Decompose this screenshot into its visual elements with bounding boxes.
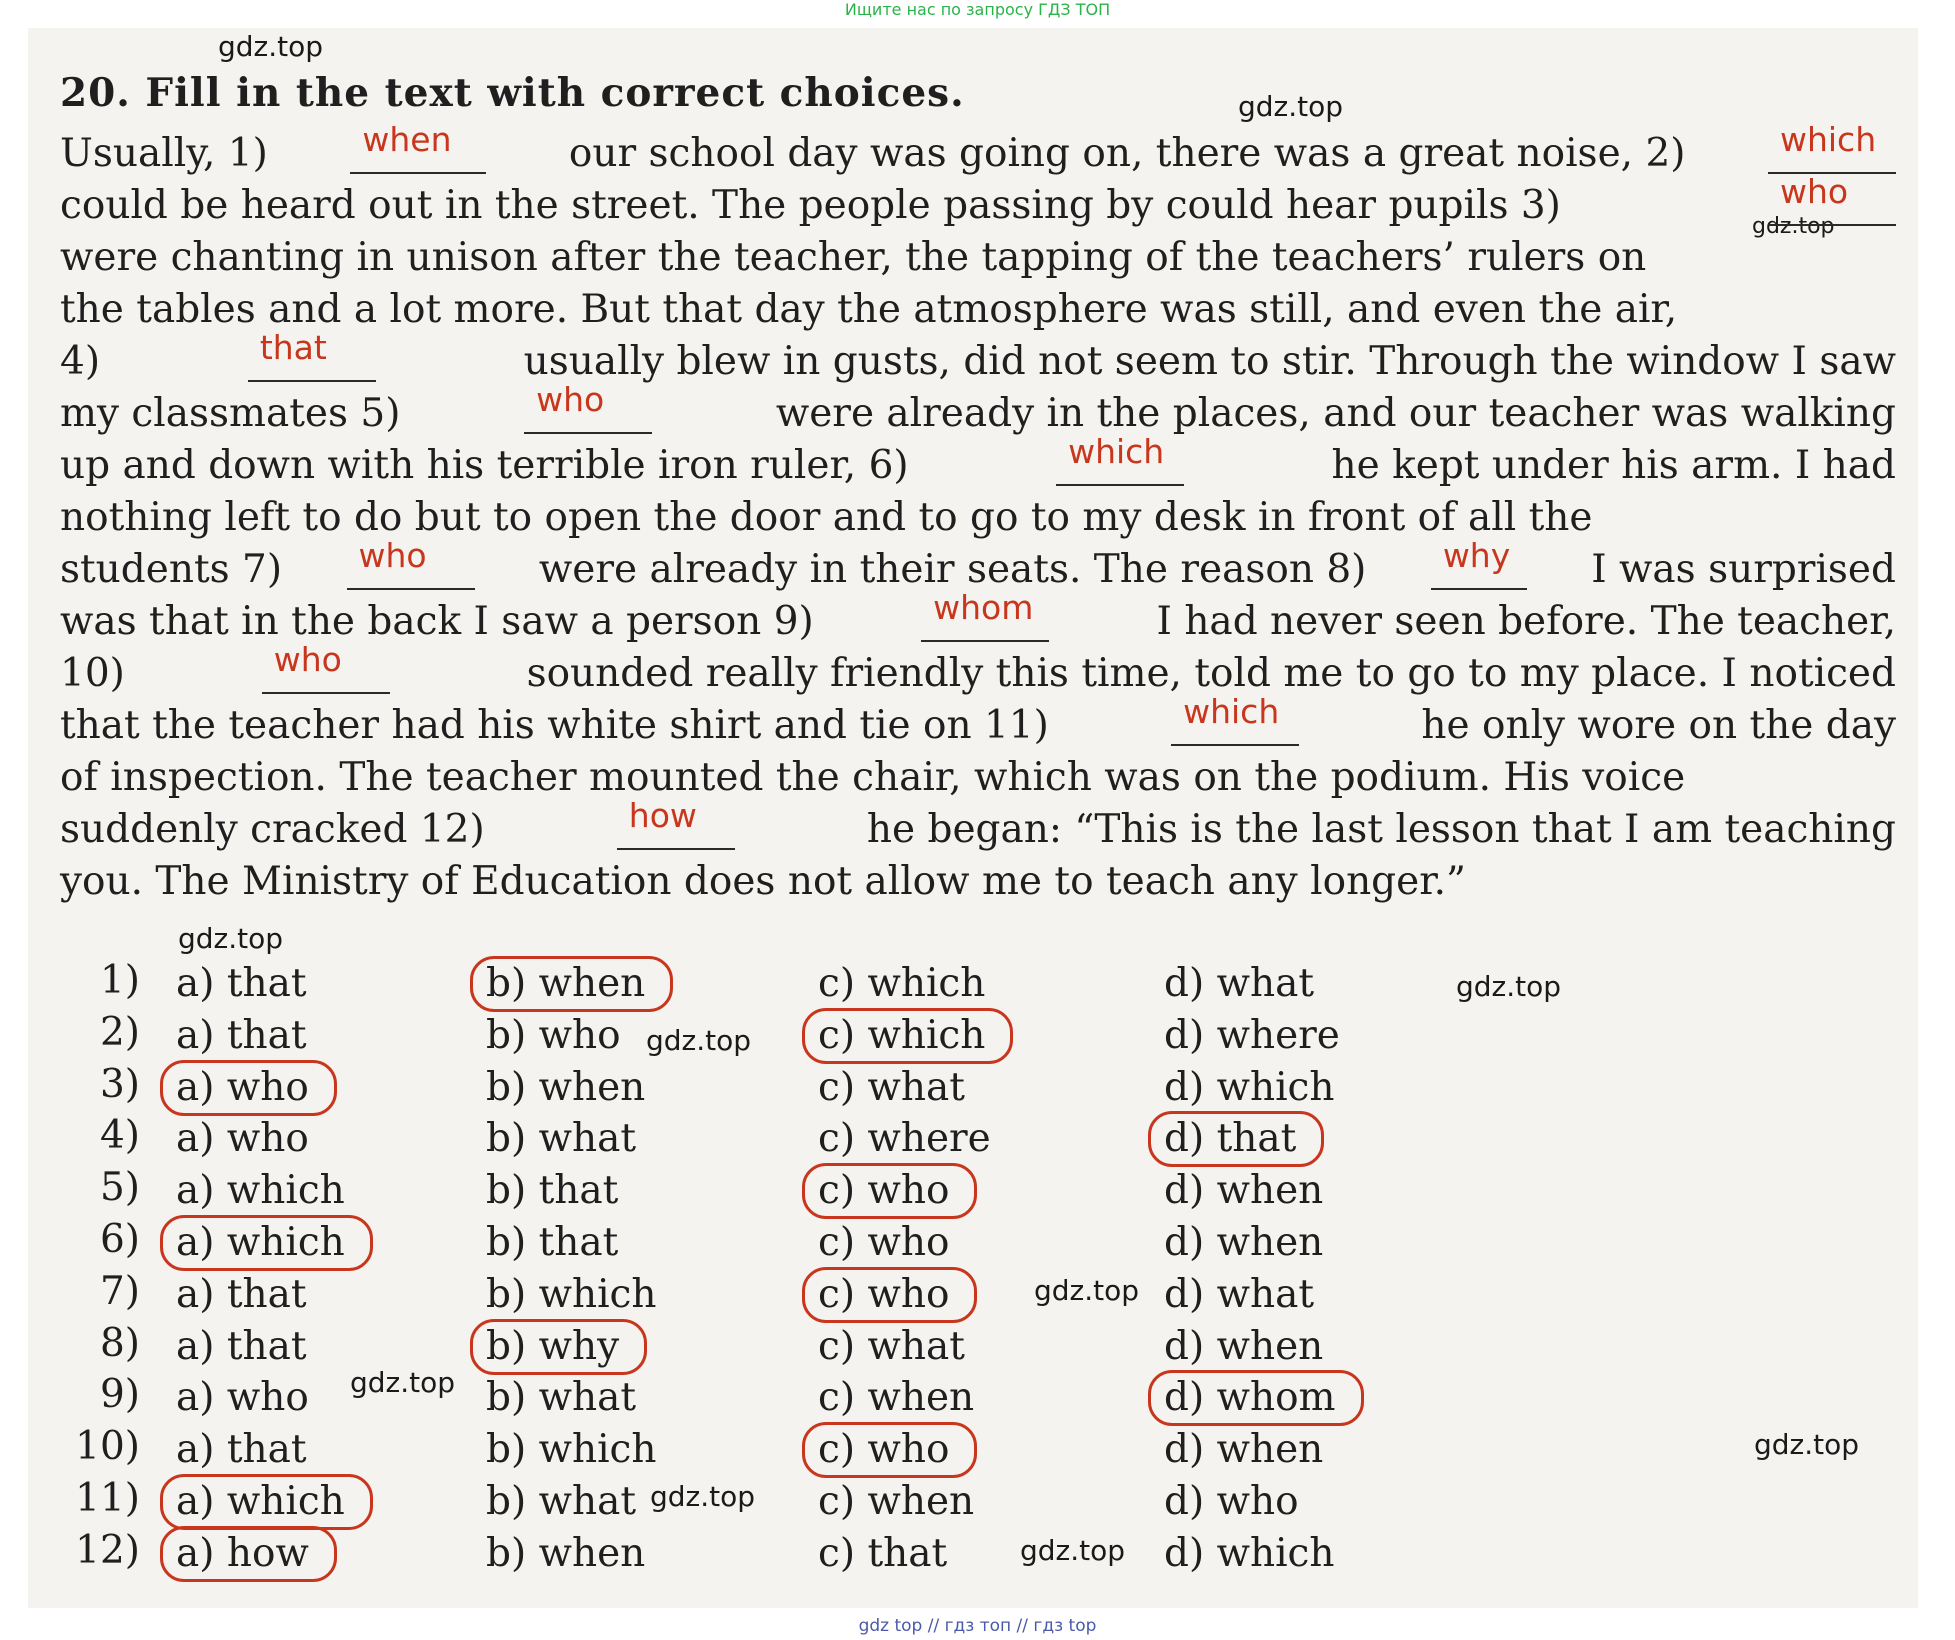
- option-row: [60, 1113, 1560, 1165]
- option-d[interactable]: d) when: [1164, 1427, 1324, 1473]
- answer-blank-4: that: [248, 336, 376, 382]
- option-b[interactable]: b) that: [486, 1220, 619, 1265]
- option-a[interactable]: a) that: [176, 1427, 307, 1473]
- option-c[interactable]: c) who: [818, 1220, 950, 1265]
- option-row: [60, 1269, 1560, 1321]
- option-c[interactable]: c) who: [810, 1269, 957, 1321]
- option-d[interactable]: d) when: [1164, 1168, 1324, 1214]
- footer-links[interactable]: gdz top // гдз топ // гдз top: [858, 1616, 1097, 1636]
- option-number: 11): [75, 1476, 140, 1521]
- option-d[interactable]: d) what: [1164, 1271, 1315, 1317]
- option-a[interactable]: a) how: [168, 1528, 317, 1580]
- option-d[interactable]: d) where: [1164, 1012, 1340, 1058]
- option-d[interactable]: d) who: [1164, 1479, 1299, 1524]
- option-number: 2): [99, 1009, 140, 1055]
- answer-blank-8: why: [1431, 544, 1527, 590]
- answer-blank-11: which: [1171, 700, 1299, 746]
- option-number: 8): [99, 1320, 140, 1366]
- answer-blank-10: who: [262, 648, 390, 694]
- option-row: [60, 958, 1560, 1010]
- watermark: gdz.top: [1456, 970, 1562, 1003]
- text-line: were chanting in unison after the teacher, the tapping of the teachers’ rulers on: [60, 235, 1647, 280]
- option-number: 1): [99, 958, 140, 1003]
- text-line: my classmates 5) who were already in the places, and our teacher was walking: [60, 380, 1896, 436]
- option-d[interactable]: d) which: [1164, 1064, 1335, 1110]
- answer-blank-9: whom: [921, 596, 1049, 642]
- watermark: gdz.top: [646, 1024, 752, 1057]
- answer-blank-3: who: [1768, 180, 1896, 226]
- watermark: gdz.top: [1020, 1534, 1126, 1567]
- option-row: [60, 1372, 1560, 1424]
- watermark: gdz.top: [1752, 214, 1835, 239]
- text-line: was that in the back I saw a person 9) whom I had never seen before. The teacher,: [60, 588, 1896, 644]
- text-line: suddenly cracked 12) how he began: “This is the last lesson that I am teaching: [60, 796, 1896, 852]
- option-row: [60, 1528, 1560, 1580]
- option-c[interactable]: c) what: [818, 1323, 965, 1369]
- option-b[interactable]: b) which: [486, 1427, 657, 1473]
- option-b[interactable]: b) that: [486, 1168, 619, 1214]
- option-row: [60, 1062, 1560, 1114]
- option-a[interactable]: a) which: [168, 1476, 353, 1528]
- option-number: 4): [99, 1113, 140, 1159]
- answer-blank-2: which: [1768, 128, 1896, 174]
- option-a[interactable]: a) which: [176, 1168, 345, 1214]
- option-d[interactable]: d) which: [1164, 1530, 1335, 1576]
- text-line: up and down with his terrible iron ruler, 6) which he kept under his arm. I had: [60, 432, 1896, 488]
- option-b[interactable]: b) what: [486, 1116, 637, 1162]
- text-line: you. The Ministry of Education does not allow me to teach any longer.”: [60, 859, 1466, 904]
- option-number: 10): [75, 1424, 140, 1470]
- top-banner[interactable]: Ищите нас по запросу ГДЗ ТОП: [844, 0, 1111, 19]
- option-d[interactable]: d) what: [1164, 961, 1315, 1006]
- option-number: 5): [99, 1165, 140, 1211]
- option-c[interactable]: c) which: [818, 961, 986, 1006]
- answer-blank-12: how: [617, 804, 735, 850]
- option-number: 12): [75, 1527, 140, 1573]
- option-b[interactable]: b) when: [486, 1530, 646, 1576]
- option-a[interactable]: a) that: [176, 1271, 307, 1317]
- watermark: gdz.top: [350, 1366, 456, 1399]
- option-c[interactable]: c) when: [818, 1479, 975, 1524]
- option-number: 9): [99, 1372, 140, 1418]
- option-row: [60, 1476, 1560, 1528]
- option-b[interactable]: b) why: [478, 1321, 627, 1373]
- option-b[interactable]: b) what: [486, 1479, 637, 1524]
- option-c[interactable]: c) who: [810, 1165, 957, 1217]
- answer-blank-6: which: [1056, 440, 1184, 486]
- text-line: Usually, 1) when our school day was going on, there was a great noise, 2) which: [60, 128, 1896, 180]
- watermark: gdz.top: [1754, 1428, 1860, 1461]
- option-a[interactable]: a) who: [168, 1062, 317, 1114]
- option-c[interactable]: c) when: [818, 1375, 975, 1421]
- option-b[interactable]: b) what: [486, 1375, 637, 1421]
- exercise-paragraph: [60, 120, 1896, 908]
- option-c[interactable]: c) where: [818, 1116, 991, 1162]
- text-line: 4) that usually blew in gusts, did not seem to stir. Through the window I saw: [60, 328, 1896, 384]
- option-a[interactable]: a) that: [176, 1323, 307, 1369]
- watermark: gdz.top: [178, 922, 284, 955]
- option-d[interactable]: d) when: [1164, 1323, 1324, 1369]
- option-d[interactable]: d) whom: [1156, 1372, 1344, 1424]
- option-number: 7): [99, 1268, 140, 1314]
- text-line: that the teacher had his white shirt and tie on 11) which he only wore on the day: [60, 692, 1896, 748]
- option-row: [60, 1321, 1560, 1373]
- answer-blank-7: who: [347, 544, 475, 590]
- text-line: 10) who sounded really friendly this time, told me to go to my place. I noticed: [60, 640, 1896, 696]
- option-a[interactable]: a) that: [176, 961, 307, 1006]
- option-row: [60, 1424, 1560, 1476]
- option-b[interactable]: b) which: [486, 1271, 657, 1317]
- option-number: 6): [99, 1217, 140, 1262]
- text-line: of inspection. The teacher mounted the chair, which was on the podium. His voice: [60, 755, 1686, 800]
- option-a[interactable]: a) which: [168, 1217, 353, 1269]
- answer-blank-5: who: [524, 388, 652, 434]
- option-c[interactable]: c) that: [818, 1530, 948, 1576]
- option-c[interactable]: c) what: [818, 1064, 965, 1110]
- option-b[interactable]: b) who: [486, 1012, 621, 1058]
- text-line: the tables and a lot more. But that day the atmosphere was still, and even the air,: [60, 287, 1678, 332]
- option-number: 3): [99, 1061, 140, 1107]
- watermark: gdz.top: [650, 1480, 756, 1513]
- option-a[interactable]: a) who: [176, 1116, 309, 1162]
- exercise-title: 20. Fill in the text with correct choices.: [60, 70, 965, 116]
- option-c[interactable]: c) who: [810, 1424, 957, 1476]
- text-line: nothing left to do but to open the door and to go to my desk in front of all the: [60, 495, 1593, 540]
- option-c[interactable]: c) which: [810, 1010, 993, 1062]
- option-d[interactable]: d) that: [1156, 1113, 1304, 1165]
- watermark: gdz.top: [218, 30, 324, 63]
- option-d[interactable]: d) when: [1164, 1220, 1324, 1265]
- option-b[interactable]: b) when: [478, 958, 653, 1010]
- watermark: gdz.top: [1034, 1274, 1140, 1307]
- option-row: [60, 1165, 1560, 1217]
- text-line: could be heard out in the street. The people passing by could hear pupils 3) who: [60, 180, 1896, 232]
- watermark: gdz.top: [1238, 90, 1344, 123]
- text-line: students 7) who were already in their seats. The reason 8) why I was surprised: [60, 536, 1896, 592]
- option-a[interactable]: a) that: [176, 1012, 307, 1058]
- option-row: [60, 1010, 1560, 1062]
- option-row: [60, 1217, 1560, 1269]
- option-b[interactable]: b) when: [486, 1064, 646, 1110]
- option-a[interactable]: a) who: [176, 1375, 309, 1421]
- answer-blank-1: when: [350, 128, 486, 174]
